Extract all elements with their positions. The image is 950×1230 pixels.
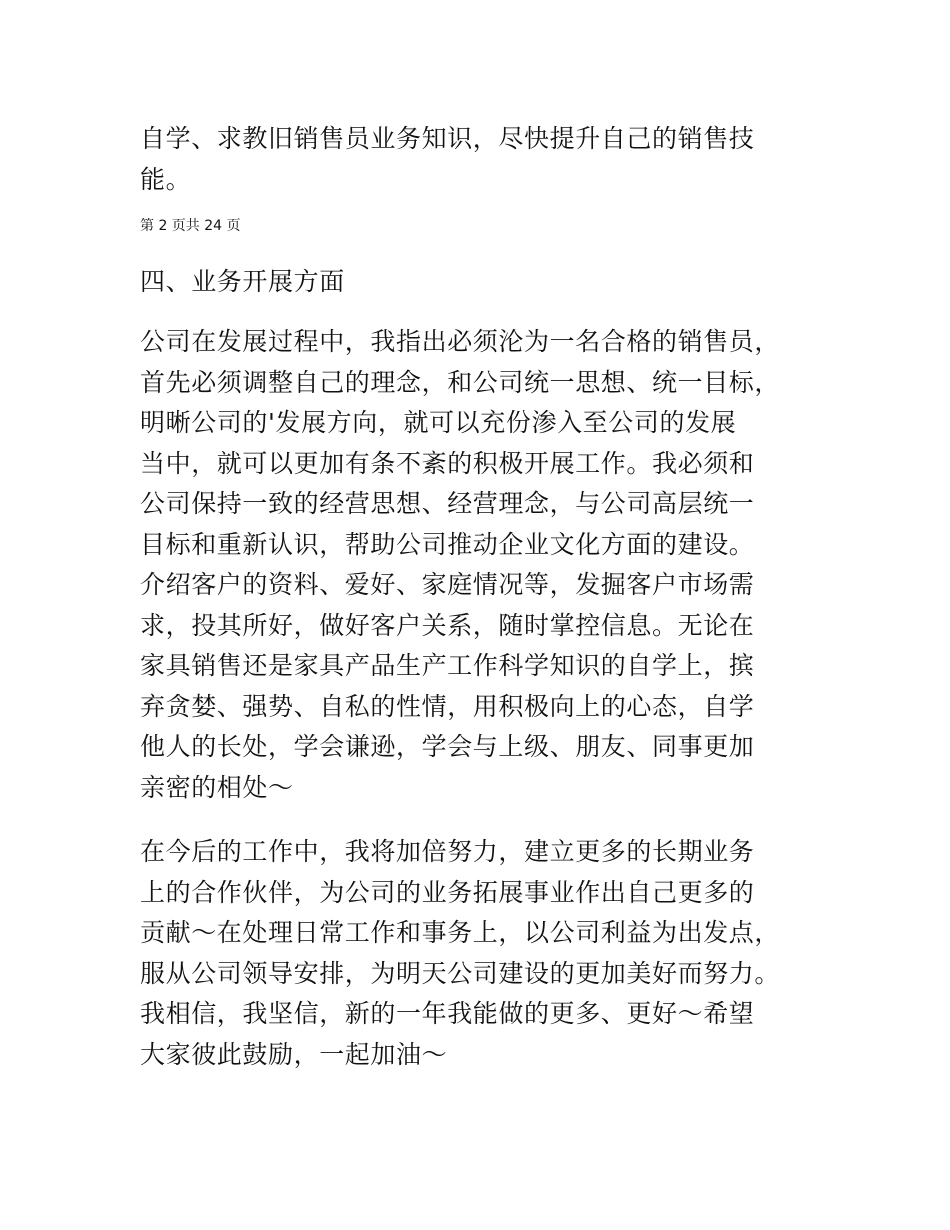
paragraph-line: 自学、求教旧销售员业务知识，尽快提升自己的销售技 <box>140 124 755 153</box>
paragraph-line: 他人的长处，学会谦逊，学会与上级、朋友、同事更加 <box>140 732 755 761</box>
page-footer: 第 2 页共 24 页 <box>140 218 241 234</box>
paragraph-business <box>140 322 840 808</box>
paragraph-line: 大家彼此鼓励，一起加油～ <box>140 1039 448 1069</box>
paragraph-line: 亲密的相处～ <box>140 772 294 802</box>
paragraph-continued <box>140 119 840 200</box>
paragraph-line: 家具销售还是家具产品生产工作科学知识的自学上，摈 <box>140 651 755 680</box>
paragraph-future <box>140 832 840 1075</box>
paragraph-line: 当中，就可以更加有条不紊的积极开展工作。我必须和 <box>140 448 755 478</box>
paragraph-line: 公司在发展过程中，我指出必须沦为一名合格的销售员， <box>140 327 781 356</box>
paragraph-line: 上的合作伙伴，为公司的业务拓展事业作出自己更多的 <box>140 877 755 907</box>
paragraph-line: 公司保持一致的经营思想、经营理念，与公司高层统一 <box>140 489 755 518</box>
paragraph-line: 服从公司领导安排，为明天公司建设的更加美好而努力。 <box>140 958 781 988</box>
paragraph-line: 贡献～在处理日常工作和事务上，以公司利益为出发点， <box>140 918 781 947</box>
section-heading: 四、业务开展方面 <box>140 267 345 296</box>
paragraph-line: 我相信，我坚信，新的一年我能做的更多、更好～希望 <box>140 999 755 1028</box>
paragraph-line: 明晰公司的'发展方向，就可以充份渗入至公司的发展 <box>140 408 737 437</box>
paragraph-line: 求，投其所好，做好客户关系，随时掌控信息。无论在 <box>140 610 755 640</box>
paragraph-line: 能。 <box>140 164 192 194</box>
paragraph-line: 首先必须调整自己的理念，和公司统一思想、统一目标， <box>140 367 781 397</box>
paragraph-line: 弃贪婪、强势、自私的性情，用积极向上的心态，自学 <box>140 691 755 721</box>
paragraph-line: 介绍客户的资料、爱好、家庭情况等，发掘客户市场需 <box>140 570 755 599</box>
paragraph-line: 目标和重新认识，帮助公司推动企业文化方面的建设。 <box>140 529 755 559</box>
paragraph-line: 在今后的工作中，我将加倍努力，建立更多的长期业务 <box>140 837 755 866</box>
